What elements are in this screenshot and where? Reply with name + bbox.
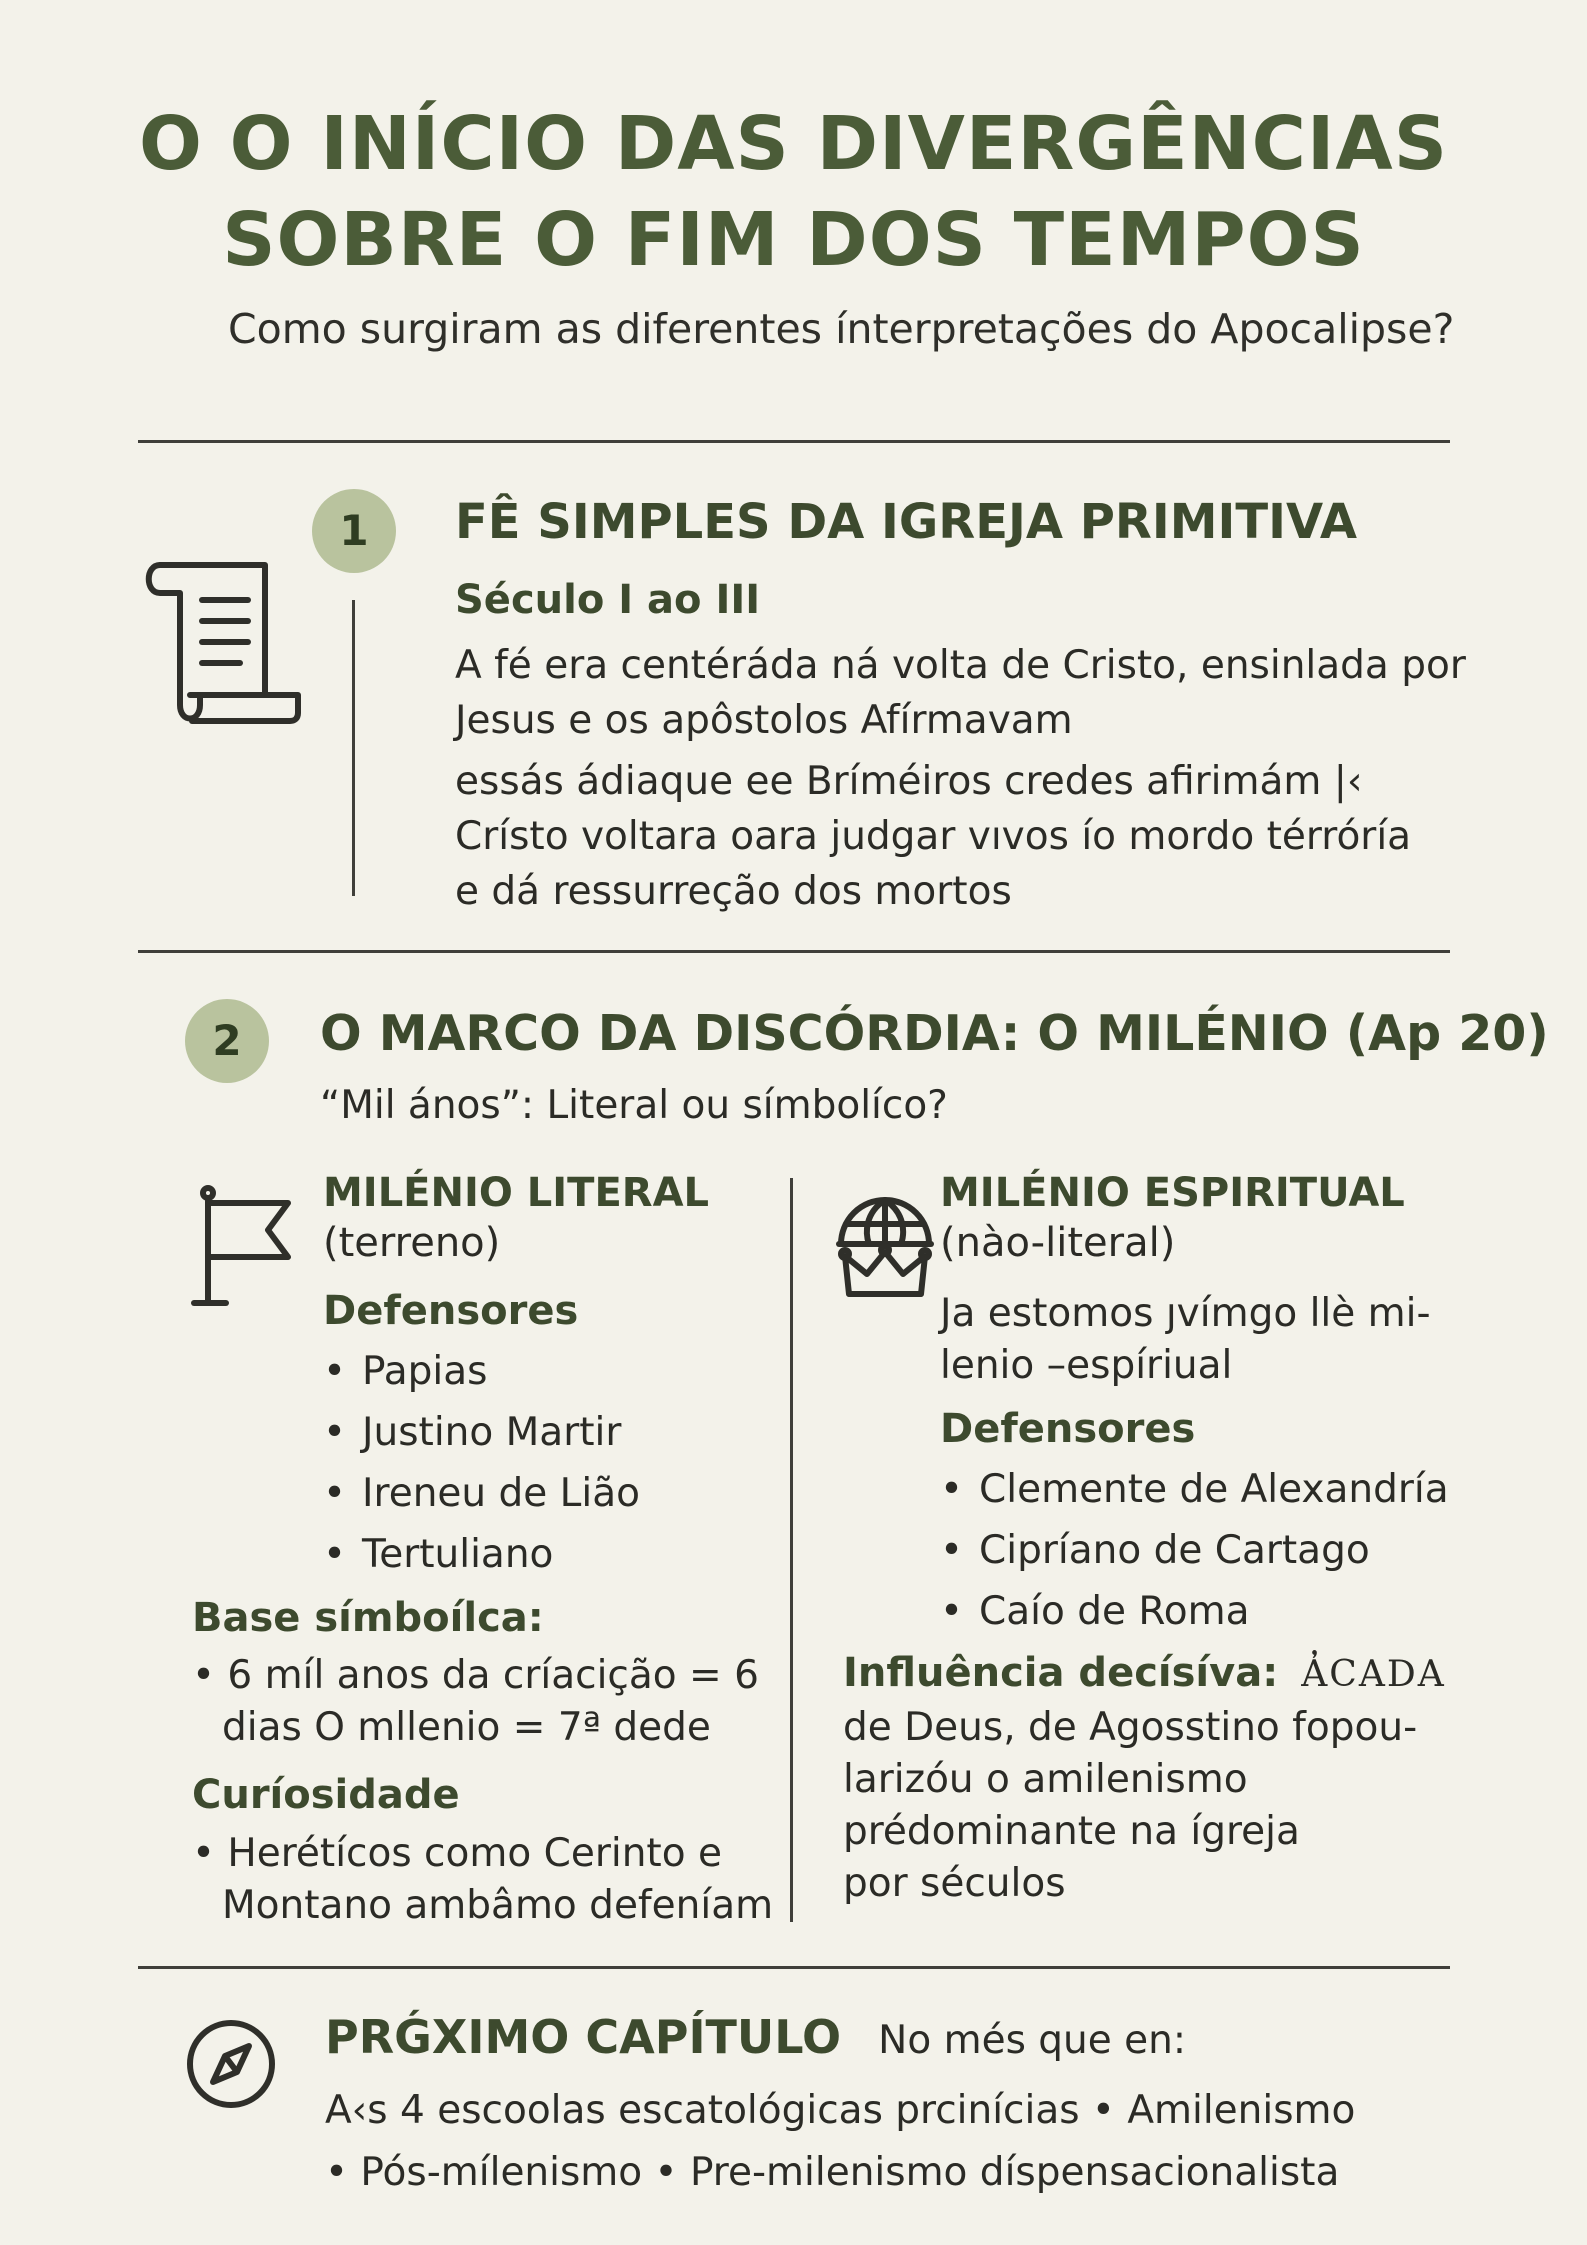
list-item: • Cipríano de Cartago bbox=[940, 1520, 1449, 1581]
literal-subtitle: (terreno) bbox=[323, 1220, 501, 1266]
influence-label: Influência decísíva: bbox=[843, 1650, 1279, 1696]
influence-line: por séculos bbox=[843, 1861, 1066, 1906]
list-item: • Papias bbox=[323, 1341, 640, 1402]
next-chapter-header bbox=[325, 2010, 1186, 2067]
list-item: • Justino Martir bbox=[323, 1402, 640, 1463]
list-item: • Caío de Roma bbox=[940, 1581, 1449, 1642]
description-line: lenio –espíriual bbox=[940, 1343, 1233, 1388]
title-line-1: O O INÍCIO DAS DIVERGÊNCIAS bbox=[139, 101, 1448, 187]
literal-base-text bbox=[192, 1650, 759, 1754]
literal-defenders-list bbox=[323, 1341, 640, 1585]
curiosity-line: • Herétícos como Cerinto e bbox=[192, 1831, 722, 1876]
next-chapter-label: PRǴXIMO CAPÍTULO bbox=[325, 2010, 842, 2064]
literal-title-text: MILÉNIO LITERAL bbox=[323, 1170, 710, 1216]
spiritual-defenders-list bbox=[940, 1459, 1449, 1642]
divider-middle bbox=[138, 950, 1450, 953]
section-1-line: essás ádiaque ee Bríméiros credes afirimám |‹ bbox=[455, 759, 1363, 804]
section-number-2: 2 bbox=[185, 999, 269, 1083]
section-1-timeline bbox=[352, 600, 355, 896]
influence-keyword: amilenismo bbox=[1022, 1757, 1248, 1802]
section-1-period: Século I ao III bbox=[455, 577, 761, 623]
flag-icon bbox=[190, 1185, 295, 1314]
literal-curiosity-text bbox=[192, 1828, 773, 1932]
influence-line bbox=[843, 1754, 1417, 1806]
section-1-text bbox=[455, 638, 1466, 919]
next-line: A‹s 4 escoolas escatológicas prcinícias • Amilenismo bbox=[325, 2088, 1356, 2133]
column-divider bbox=[790, 1178, 793, 1922]
section-1-line: A fé era centéráda ná volta de Cristo, ensinlada por bbox=[455, 643, 1466, 688]
spiritual-description bbox=[940, 1288, 1431, 1392]
divider-top bbox=[138, 440, 1450, 443]
curiosity-line-text: Herétícos como Cerinto e bbox=[227, 1831, 722, 1876]
list-item: • Tertuliano bbox=[323, 1524, 640, 1585]
spiritual-influence-text bbox=[843, 1702, 1417, 1910]
literal-curiosity-label: Curíosidade bbox=[192, 1772, 460, 1818]
page-title bbox=[0, 96, 1587, 288]
spiritual-subtitle: (nào-literal) bbox=[940, 1220, 1176, 1266]
influence-tag: A̓CADA bbox=[1301, 1654, 1446, 1695]
curiosity-line: Montano ambâmo defeníam bbox=[222, 1883, 774, 1928]
base-line: dias O mllenio = 7ª dede bbox=[222, 1705, 711, 1750]
globe-crown-icon bbox=[835, 1188, 935, 1304]
page-subtitle: Como surgiram as diferentes ínterpretações do Apocalipse? bbox=[228, 305, 1455, 353]
literal-base-label: Base símboílca: bbox=[192, 1595, 544, 1641]
section-1-line: Jesus e os apôstolos Afírmavam bbox=[455, 698, 1073, 743]
list-item: • Ireneu de Lião bbox=[323, 1463, 640, 1524]
section-1-heading: FÊ SIMPLES DA IGREJA PRIMITIVA bbox=[455, 494, 1358, 550]
spiritual-title bbox=[940, 1168, 1405, 1268]
influence-line-text: larizóu o bbox=[843, 1757, 1010, 1802]
scroll-icon bbox=[140, 555, 305, 729]
next-line: • Pós-mílenismo • Pre-milenismo díspensacionalista bbox=[325, 2150, 1340, 2195]
section-2-heading: O MARCO DA DISCÓRDIA: O MILÉNIO (Ap 20) bbox=[320, 1005, 1549, 1062]
section-1-line: Crísto voltara oara judgar vıvos ío mordo térróría bbox=[455, 814, 1412, 859]
base-line: • 6 míl anos da críacição = 6 bbox=[192, 1653, 759, 1698]
section-2-question: “Mil ános”: Literal ou símbolíco? bbox=[320, 1083, 948, 1128]
spiritual-defenders-label: Defensores bbox=[940, 1406, 1196, 1452]
list-item: • Clemente de Alexandría bbox=[940, 1459, 1449, 1520]
next-chapter-teaser: No més que en: bbox=[878, 2018, 1187, 2063]
section-number-1: 1 bbox=[312, 489, 396, 573]
title-line-2: SOBRE O FIM DOS TEMPOS bbox=[222, 197, 1365, 283]
influence-line: de Deus, de Agosstino fopou- bbox=[843, 1705, 1418, 1750]
section-1-line: e dá ressurreção dos mortos bbox=[455, 869, 1012, 914]
literal-defenders-label: Defensores bbox=[323, 1288, 579, 1334]
divider-bottom bbox=[138, 1966, 1450, 1969]
spiritual-title-text: MILÉNIO ESPIRITUAL bbox=[940, 1170, 1405, 1216]
spiritual-influence-heading bbox=[843, 1648, 1446, 1698]
next-chapter-text bbox=[325, 2080, 1355, 2204]
literal-title bbox=[323, 1168, 709, 1268]
base-line-text: 6 míl anos da críacição = 6 bbox=[227, 1653, 759, 1698]
compass-icon bbox=[185, 2018, 277, 2114]
influence-line: prédominante na ígreja bbox=[843, 1809, 1300, 1854]
description-line: Ja estomos ȷvímgo llè mi- bbox=[940, 1291, 1431, 1336]
